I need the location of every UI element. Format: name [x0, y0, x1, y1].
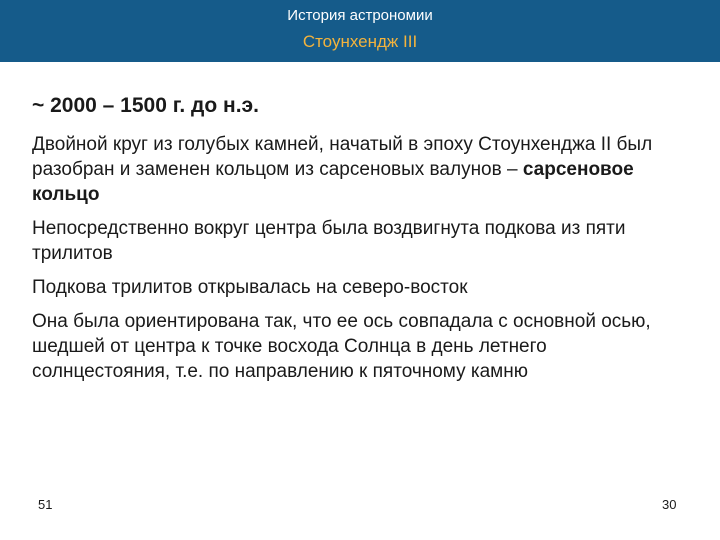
slide-body [32, 92, 682, 393]
paragraph-solstice-axis: Она была ориентирована так, что ее ось совпадала с основной осью, шедшей от центра к точке восхода Солнца в день летнего солнцестояния, т.е. по направлению к пяточному камню [32, 311, 651, 382]
paragraph-sarsen-ring-text: Двойной круг из голубых камней, начатый в эпоху Стоунхенджа II был разобран и заменен кольцом из сарсеновых валунов – [32, 134, 653, 180]
date-heading: ~ 2000 – 1500 г. до н.э. [32, 94, 259, 117]
slide-topic: Стоунхендж III [302, 32, 418, 51]
sarsen-ring-term: сарсеновое кольцо [32, 159, 634, 205]
footer-left-number: 51 [38, 497, 53, 512]
paragraph-horseshoe-orientation: Подкова трилитов открывалась на северо-восток [32, 277, 468, 298]
course-title: История астрономии [287, 7, 433, 24]
page-number: 30 [662, 497, 677, 512]
slide-header [0, 0, 720, 62]
paragraph-trilithon-horseshoe: Непосредственно вокруг центра была воздвигнута подкова из пяти трилитов [32, 218, 626, 264]
paragraph-sarsen-ring [32, 132, 682, 207]
